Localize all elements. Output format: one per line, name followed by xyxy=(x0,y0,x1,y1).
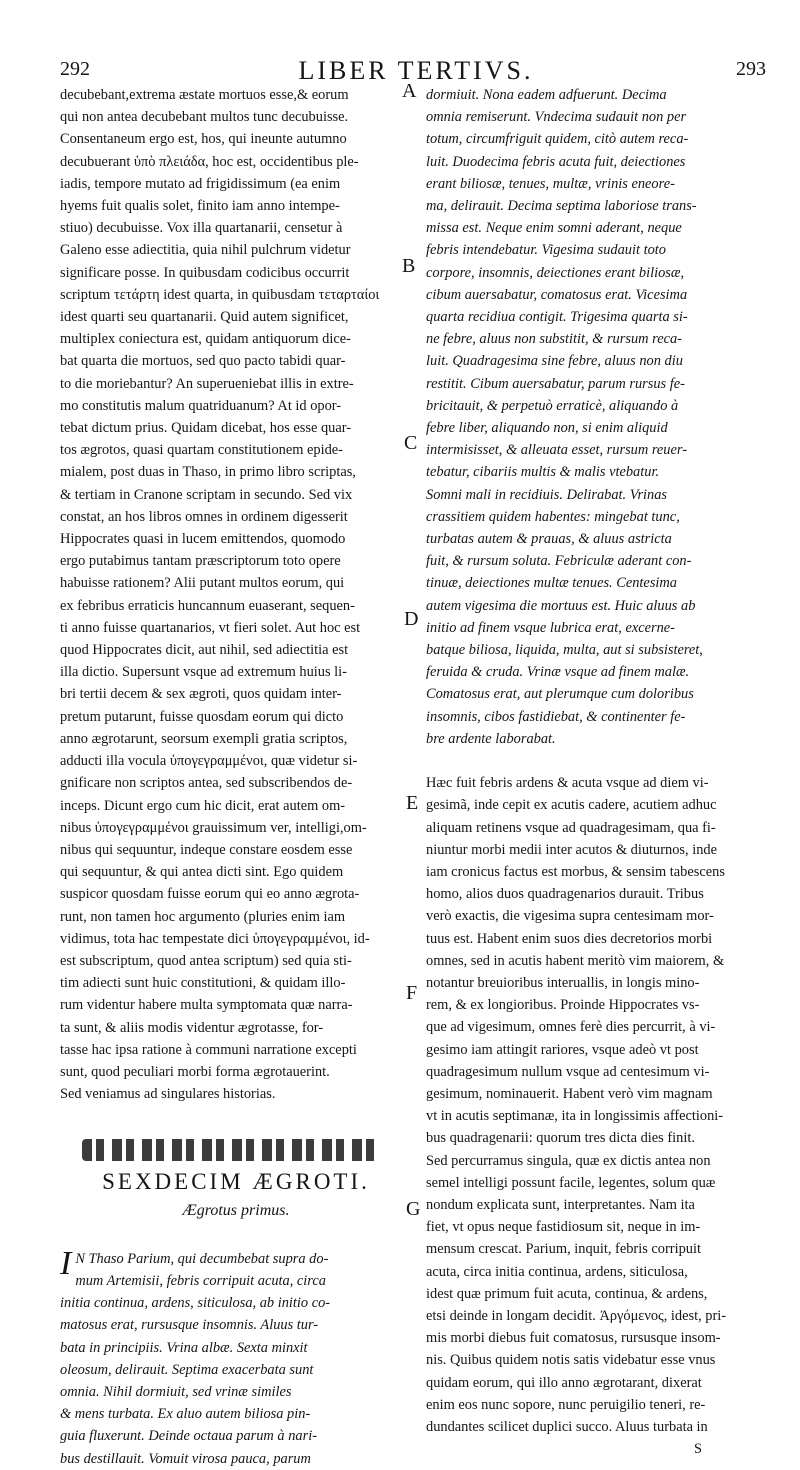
running-title: LIBER TERTIVS. xyxy=(298,56,534,85)
text-line: & tertiam in Cranone scriptam in secundo. Sed vix xyxy=(60,486,353,503)
text-line: to die moriebantur? An superueniebat illis in extre- xyxy=(60,375,354,392)
text-line: bata in principiis. Vrina albæ. Sexta minxit xyxy=(60,1339,308,1356)
text-line: adducti illa vocula ὑπογεγραμμένοι, quæ videtur si- xyxy=(60,753,358,770)
text-line: idest quæ primum fuit acuta, continua, & ardens, xyxy=(426,1285,708,1302)
text-line: restitit. Cibum auersabatur, parum rursus fe- xyxy=(426,375,685,392)
text-line: stiuo) decubuisse. Vox illa quartanarii, censetur à xyxy=(60,220,343,237)
margin-letter-g: G xyxy=(406,1198,421,1220)
commentary-text-right xyxy=(426,772,772,1438)
text-line: ma, delirauit. Decima septima laboriose trans- xyxy=(426,198,697,215)
text-line: omnia. Nihil dormiuit, sed vrinæ similes xyxy=(60,1383,292,1400)
text-line: tos ægrotos, quasi quartam constitutionem epide- xyxy=(60,442,343,459)
page-number-right: 293 xyxy=(736,58,766,80)
text-line: nibus ὑπογεγραμμένοι grauissimum ver, intelligi,om- xyxy=(60,819,367,836)
text-line: que ad vigesimum, omnes ferè dies percurrit, à vi- xyxy=(426,1019,716,1036)
text-line: totum, circumfriguit quidem, citò autem reca- xyxy=(426,131,689,148)
text-line: vt in acutis septimanæ, ita in longissimis affectioni- xyxy=(426,1108,724,1125)
text-line: luit. Quadragesima sine febre, aluus non diu xyxy=(426,353,683,370)
margin-letter-f: F xyxy=(406,982,418,1004)
text-line: Galeno esse adiectitia, quia nihil pulchrum videtur xyxy=(60,242,351,259)
text-line: rem, & ex longioribus. Proinde Hippocrates vs- xyxy=(426,997,700,1014)
text-line: mis morbi diebus fuit comatosus, rursusque insom- xyxy=(426,1330,721,1347)
text-line: inceps. Dicunt ergo cum hic dicit, erat autem om- xyxy=(60,797,346,814)
text-line: sunt, quod peculiari morbi forma ægrotauerint. xyxy=(60,1063,330,1080)
case-text xyxy=(60,1244,412,1470)
text-line: illa dictio. Supersunt vsque ad extremum huius li- xyxy=(60,664,347,681)
text-line: batque biliosa, liquida, multa, aut si subsisteret, xyxy=(426,642,703,659)
text-line: iadis, tempore mutato ad frigidissimum (ea enim xyxy=(60,175,341,192)
text-line: tebatur, cibariis multis & malis vtebatur. xyxy=(426,464,660,481)
text-line: vidimus, tota hac tempestate dici ὑπογεγραμμένοι, id- xyxy=(60,930,370,947)
decorative-ornament-band xyxy=(82,1139,382,1161)
text-line: feruida & cruda. Vrinæ vsque ad finem malæ. xyxy=(426,664,690,681)
text-line: decubebant,extrema æstate mortuos esse,& eorum xyxy=(60,87,349,103)
margin-letter-c: C xyxy=(404,432,418,454)
text-line: bricitauit, & perpetuò erraticè, aliquando à xyxy=(426,397,679,414)
text-line: mum Artemisii, febris corripuit acuta, circa xyxy=(75,1272,326,1289)
text-line: febre liber, aliquando non, si enim aliquid xyxy=(426,420,668,437)
text-line: Sed percurramus singula, quæ ex dictis antea non xyxy=(426,1152,711,1169)
text-line: quarta recidiua contigit. Trigesima quarta si- xyxy=(426,309,688,326)
text-line: tebat dictum prius. Quidam dicebat, hos esse quar- xyxy=(60,420,352,437)
text-line: rum videntur habere multa symptomata quæ narra- xyxy=(60,997,353,1014)
text-line: bre ardente laborabat. xyxy=(426,730,556,747)
text-line: matosus erat, rursusque insomnis. Aluus tur- xyxy=(60,1317,319,1334)
text-line: autem vigesima die mortuus est. Huic aluus ab xyxy=(426,597,696,614)
text-line: ne febre, aluus non substitit, & rursum reca- xyxy=(426,331,682,348)
text-line: aliquam retinens vsque ad quadragesimam, qua fi- xyxy=(426,819,716,836)
text-line: Comatosus erat, aut plerumque cum doloribus xyxy=(426,686,694,703)
text-line: quidam eorum, qui illo anno ægrotarant, dixerat xyxy=(426,1374,702,1391)
text-line: enim eos nunc sopore, nunc peruigilio teneri, re- xyxy=(426,1396,706,1413)
text-line: pretum putarunt, fuisse quosdam eorum qui dicto xyxy=(60,708,344,725)
text-line: tinuæ, deiectiones multæ tenues. Centesima xyxy=(426,575,677,592)
text-line: acuta, circa initia continua, ardens, siticulosa, xyxy=(426,1263,688,1280)
text-line: bri tertii decem & sex ægroti, quos quidam inter- xyxy=(60,686,342,703)
case-heading: Ægrotus primus. xyxy=(182,1201,290,1219)
text-line: ex febribus erraticis huncannum euaserant, sequen- xyxy=(60,597,355,614)
text-line: Hippocrates quasi in lucem emittendos, quomodo xyxy=(60,531,346,548)
text-line: insomnis, cibos fastidiebat, & continenter fe- xyxy=(426,708,686,725)
text-line: notantur breuioribus interuallis, in longis mino- xyxy=(426,974,700,991)
text-line: fiet, vt opus neque fastidiosum sit, neque in im- xyxy=(426,1219,701,1236)
text-line: significare posse. In quibusdam codicibus occurrit xyxy=(60,264,350,281)
text-line: suspicor quosdam fuisse eorum qui eo anno ægrota- xyxy=(60,886,360,903)
text-line: idest quarti seu quartanarii. Quid autem significet, xyxy=(60,309,349,326)
text-line: turbatas autem & prauas, & aluus astricta xyxy=(426,531,672,548)
text-line: febris intendebatur. Vigesima sudauit toto xyxy=(426,242,666,259)
text-line: mensum crescat. Parium, inquit, febris corripuit xyxy=(426,1241,701,1258)
text-line: Hæc fuit febris ardens & acuta vsque ad diem vi- xyxy=(426,775,709,792)
text-line: cibum auersabatur, comatosus erat. Vicesima xyxy=(426,286,688,303)
text-line: verò exactis, die vigesima supra centesimam mor- xyxy=(426,908,714,925)
text-line: & mens turbata. Ex aluo autem biliosa pin- xyxy=(60,1406,311,1423)
text-line: corpore, insomnis, deiectiones erant biliosæ, xyxy=(426,264,685,281)
text-line: erant biliosæ, tenues, multæ, vrinis eneore- xyxy=(426,175,675,192)
margin-letter-d: D xyxy=(404,608,419,630)
text-line: initio ad finem vsque lubrica erat, excerne- xyxy=(426,619,675,636)
text-line: crassitiem quidem habentes: mingebat tunc, xyxy=(426,508,680,525)
right-column xyxy=(426,84,772,1460)
text-line: semel intelligi possunt facile, legentes, solum quæ xyxy=(426,1174,716,1191)
text-line: Sed veniamus ad singulares historias. xyxy=(60,1086,276,1103)
text-line: omnia remiserunt. Vndecima sudauit non per xyxy=(426,109,687,126)
text-line: dundantes scilicet duplici succo. Aluus turbata in xyxy=(426,1418,708,1435)
text-line: gnificare non scriptos antea, sed subscribendos de- xyxy=(60,775,353,792)
text-line: guia fluxerunt. Deinde octaua parum à nari- xyxy=(60,1428,318,1445)
text-line: nondum explicata sunt, interpretantes. Nam ita xyxy=(426,1196,695,1213)
text-line: decubuerant ὑπὸ πλειάδα, hoc est, occidentibus ple- xyxy=(60,153,359,170)
text-line: niuntur morbi medii inter acutos & diuturnos, inde xyxy=(426,841,717,858)
text-line: ergo putabimus tantam præscriptorum toto opere xyxy=(60,553,341,570)
text-line: oleosum, delirauit. Septima exacerbata sunt xyxy=(60,1361,314,1378)
left-column xyxy=(60,84,412,1470)
text-line: dormiuit. Nona eadem adfuerunt. Decima xyxy=(426,87,667,103)
commentary-text xyxy=(60,84,412,1105)
text-line: tuus est. Habent enim suos dies decretorios morbi xyxy=(426,930,713,947)
text-line: intermisisset, & alleuata esset, rursum reuer- xyxy=(426,442,687,459)
text-line: Somni mali in recidiuis. Delirabat. Vrinas xyxy=(426,486,668,503)
text-line: qui sequuntur, & qui antea dicti sint. Ego quidem xyxy=(60,864,344,881)
text-line: luit. Duodecima febris acuta fuit, deiectiones xyxy=(426,153,686,170)
text-line: N Thaso Parium, qui decumbebat supra do- xyxy=(75,1250,329,1267)
text-line: ta sunt, & aliis modis videntur ægrotasse, for- xyxy=(60,1019,324,1036)
margin-letter-b: B xyxy=(402,255,416,277)
text-line: scriptum τετάρτη idest quarta, in quibusdam τεταρταίοι xyxy=(60,286,380,303)
text-line: quadragesimum nullum vsque ad centesimum vi- xyxy=(426,1063,710,1080)
text-line: habuisse rationem? Alii putant multos eorum, qui xyxy=(60,575,345,592)
text-line: initia continua, ardens, siticulosa, ab initio co- xyxy=(60,1295,331,1312)
text-line: tim adiecti sunt huic constitutioni, & quidam illo- xyxy=(60,975,346,992)
text-line: gesimum, nominauerit. Habent verò vim magnam xyxy=(426,1085,713,1102)
text-line: hyems fuit qualis solet, finito iam anno intempe- xyxy=(60,198,340,215)
text-line: mo constitutis malum quatriduanum? At id opor- xyxy=(60,397,342,414)
text-line: quod Hippocrates dicit, aut nihil, sed adiectitia est xyxy=(60,642,349,659)
text-line: fuit, & rursum soluta. Febriculæ aderant con- xyxy=(426,553,692,570)
text-line: constat, an hos libros omnes in ordinem digesserit xyxy=(60,508,348,525)
page-number-left: 292 xyxy=(60,58,90,80)
text-line: bus quadragenarii: quorum tres dicta dies finit. xyxy=(426,1130,695,1147)
section-title: SEXDECIM ÆGROTI. xyxy=(102,1169,370,1195)
text-line: multiplex coniectura est, quidam antiquorum dice- xyxy=(60,331,351,348)
text-line: runt, non tamen hoc argumento (pluries enim iam xyxy=(60,908,346,925)
text-line: iam cronicus factus est morbus, & sensim tabescens xyxy=(426,863,725,880)
text-line: anno ægrotarunt, seorsum exempli gratia scriptos, xyxy=(60,730,348,747)
text-line: etsi deinde in longam decidit. Ἀργόμενος, idest, pri- xyxy=(426,1307,727,1324)
case-text-continued xyxy=(426,84,772,750)
text-line: homo, alios duos quadragenarios durauit. Tribus xyxy=(426,886,704,903)
catchword: S xyxy=(693,1441,702,1458)
margin-letter-a: A xyxy=(402,80,417,102)
drop-cap: I xyxy=(60,1244,72,1282)
text-line: mialem, post duas in Thaso, in primo libro scriptas, xyxy=(60,464,356,481)
text-line: est subscriptum, quod antea scriptum) sed quia sti- xyxy=(60,952,352,969)
text-line: nis. Quibus quidem notis satis videbatur esse vnus xyxy=(426,1352,716,1369)
text-line: omnes, sed in acutis habent meritò vim maiorem, & xyxy=(426,952,725,969)
text-line: tasse hac ipsa ratione à communi narratione excepti xyxy=(60,1041,357,1058)
text-line: ti anno fuisse quartanarios, vt fieri solet. Aut hoc est xyxy=(60,619,361,636)
text-line: gesimã, inde cepit ex acutis cadere, acutiem adhuc xyxy=(426,797,717,814)
text-line: qui non antea decubebant multos tunc decubuisse. xyxy=(60,109,349,126)
text-line: bat quarta die mortuos, sed quo pacto tabidi quar- xyxy=(60,353,346,370)
text-line: gesimo iam attingit rariores, vsque adeò vt post xyxy=(426,1041,699,1058)
text-line: missa est. Neque enim somni aderant, neque xyxy=(426,220,682,237)
text-line: nibus qui sequuntur, indeque constare eosdem esse xyxy=(60,841,353,858)
margin-letter-e: E xyxy=(406,792,419,814)
text-line: Consentaneum ergo est, hos, qui ineunte autumno xyxy=(60,131,347,148)
text-line: bus destillauit. Vomuit virosa pauca, parum xyxy=(60,1450,311,1467)
